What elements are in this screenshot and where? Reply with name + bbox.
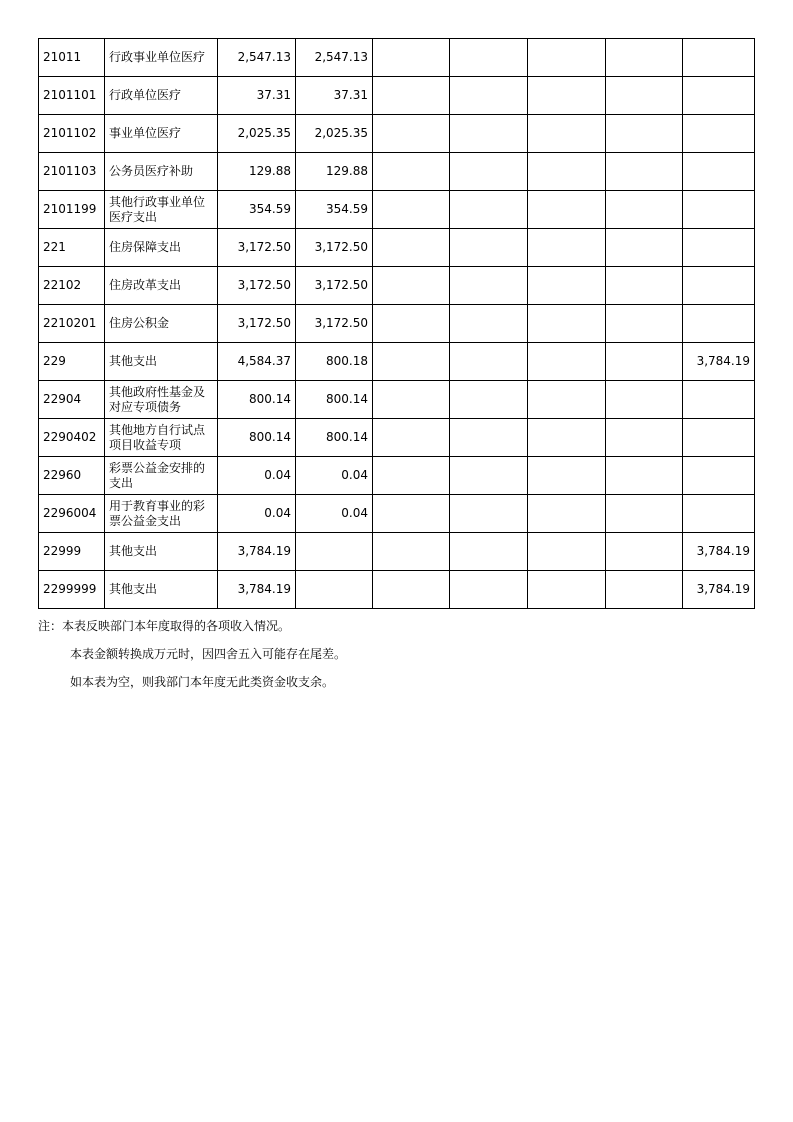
- cell-col-5: [528, 419, 606, 457]
- cell-col-4: [450, 495, 528, 533]
- table-row: [39, 571, 755, 609]
- cell-name-text: 其他支出: [109, 582, 158, 596]
- cell-col-3: [373, 77, 450, 115]
- cell-col-6: [606, 267, 683, 305]
- cell-col-2-text: 2,025.35: [314, 126, 368, 140]
- cell-total: [218, 533, 296, 571]
- cell-col-4: [450, 191, 528, 229]
- cell-name: [105, 115, 218, 153]
- cell-col-2: [296, 571, 373, 609]
- cell-col-9: [683, 457, 755, 495]
- cell-col-4: [450, 343, 528, 381]
- cell-col-6: [606, 115, 683, 153]
- cell-total: [218, 153, 296, 191]
- cell-col-3: [373, 115, 450, 153]
- cell-code-text: 2101101: [43, 88, 97, 102]
- cell-total: [218, 343, 296, 381]
- cell-code: [39, 191, 105, 229]
- cell-total-text: 800.14: [249, 392, 291, 406]
- cell-name: [105, 457, 218, 495]
- cell-total: [218, 305, 296, 343]
- cell-code: [39, 571, 105, 609]
- cell-col-9: [683, 115, 755, 153]
- cell-code: [39, 77, 105, 115]
- cell-total-text: 3,784.19: [237, 544, 291, 558]
- cell-total-text: 354.59: [249, 202, 291, 216]
- cell-col-9-text: 3,784.19: [696, 544, 750, 558]
- table-row: [39, 77, 755, 115]
- cell-code: [39, 39, 105, 77]
- cell-code-text: 2299999: [43, 582, 97, 596]
- cell-name-text: 住房改革支出: [109, 278, 182, 292]
- cell-col-2-text: 0.04: [341, 468, 368, 482]
- cell-col-6: [606, 39, 683, 77]
- cell-col-2-text: 800.14: [326, 430, 368, 444]
- cell-code: [39, 229, 105, 267]
- table-row: [39, 39, 755, 77]
- table-row: [39, 533, 755, 571]
- cell-col-6: [606, 419, 683, 457]
- cell-col-2-text: 3,172.50: [314, 240, 368, 254]
- cell-col-3: [373, 267, 450, 305]
- cell-total-text: 129.88: [249, 164, 291, 178]
- cell-col-3: [373, 153, 450, 191]
- cell-col-2: [296, 191, 373, 229]
- cell-col-5: [528, 77, 606, 115]
- cell-name-text: 其他政府性基金及对应专项债务: [109, 384, 206, 414]
- table-row: [39, 191, 755, 229]
- cell-name-text: 彩票公益金安排的支出: [109, 460, 206, 490]
- cell-code-text: 22999: [43, 544, 82, 558]
- table-row: [39, 153, 755, 191]
- cell-col-3: [373, 381, 450, 419]
- cell-col-9: [683, 495, 755, 533]
- cell-col-5: [528, 533, 606, 571]
- cell-name-text: 行政事业单位医疗: [109, 50, 206, 64]
- cell-code-text: 22102: [43, 278, 82, 292]
- cell-col-9: [683, 229, 755, 267]
- cell-col-2: [296, 77, 373, 115]
- cell-col-5: [528, 571, 606, 609]
- cell-total-text: 2,025.35: [237, 126, 291, 140]
- cell-col-9: [683, 39, 755, 77]
- cell-col-2: [296, 305, 373, 343]
- cell-col-5: [528, 457, 606, 495]
- cell-name-text: 其他支出: [109, 354, 158, 368]
- cell-col-6: [606, 381, 683, 419]
- cell-col-2-text: 354.59: [326, 202, 368, 216]
- cell-code: [39, 457, 105, 495]
- cell-col-2: [296, 381, 373, 419]
- cell-total: [218, 115, 296, 153]
- cell-col-4: [450, 419, 528, 457]
- cell-col-6: [606, 153, 683, 191]
- income-table: [38, 38, 755, 609]
- cell-total: [218, 381, 296, 419]
- cell-code: [39, 343, 105, 381]
- cell-total: [218, 39, 296, 77]
- table-row: [39, 419, 755, 457]
- cell-col-5: [528, 153, 606, 191]
- cell-col-9: [683, 191, 755, 229]
- cell-col-4: [450, 153, 528, 191]
- cell-col-2: [296, 419, 373, 457]
- cell-col-9: [683, 77, 755, 115]
- cell-total: [218, 457, 296, 495]
- cell-total-text: 3,172.50: [237, 316, 291, 330]
- cell-col-3: [373, 229, 450, 267]
- cell-code: [39, 533, 105, 571]
- cell-name: [105, 39, 218, 77]
- cell-col-2-text: 800.18: [326, 354, 368, 368]
- cell-total: [218, 419, 296, 457]
- cell-col-4: [450, 305, 528, 343]
- cell-col-6: [606, 305, 683, 343]
- table-row: [39, 267, 755, 305]
- cell-code-text: 2296004: [43, 506, 97, 520]
- cell-col-2: [296, 267, 373, 305]
- cell-name-text: 其他行政事业单位医疗支出: [109, 194, 206, 224]
- cell-name: [105, 77, 218, 115]
- cell-total: [218, 267, 296, 305]
- cell-code-text: 22960: [43, 468, 82, 482]
- cell-col-3: [373, 457, 450, 495]
- cell-col-3: [373, 305, 450, 343]
- cell-code-text: 2210201: [43, 316, 97, 330]
- cell-col-9-text: 3,784.19: [696, 354, 750, 368]
- table-row: [39, 381, 755, 419]
- cell-col-5: [528, 229, 606, 267]
- cell-col-6: [606, 229, 683, 267]
- cell-total-text: 2,547.13: [237, 50, 291, 64]
- cell-col-5: [528, 381, 606, 419]
- cell-col-2: [296, 343, 373, 381]
- cell-col-6: [606, 77, 683, 115]
- cell-code: [39, 267, 105, 305]
- cell-col-2-text: 2,547.13: [314, 50, 368, 64]
- cell-col-2-text: 37.31: [333, 88, 368, 102]
- cell-code: [39, 153, 105, 191]
- cell-total: [218, 571, 296, 609]
- cell-col-4: [450, 39, 528, 77]
- cell-col-4: [450, 457, 528, 495]
- cell-col-4: [450, 115, 528, 153]
- table-row: [39, 115, 755, 153]
- cell-col-3: [373, 343, 450, 381]
- cell-code-text: 2101103: [43, 164, 97, 178]
- notes: [38, 612, 346, 696]
- table-row: [39, 229, 755, 267]
- cell-col-3: [373, 495, 450, 533]
- cell-col-2: [296, 229, 373, 267]
- table-row: [39, 343, 755, 381]
- cell-name-text: 公务员医疗补助: [109, 164, 194, 178]
- cell-code-text: 221: [43, 240, 66, 254]
- cell-col-6: [606, 495, 683, 533]
- cell-total: [218, 229, 296, 267]
- cell-col-5: [528, 305, 606, 343]
- cell-code: [39, 381, 105, 419]
- cell-col-3: [373, 191, 450, 229]
- cell-name: [105, 267, 218, 305]
- cell-col-4: [450, 381, 528, 419]
- cell-col-4: [450, 533, 528, 571]
- cell-total-text: 0.04: [264, 468, 291, 482]
- cell-col-2: [296, 533, 373, 571]
- cell-col-6: [606, 533, 683, 571]
- cell-col-6: [606, 571, 683, 609]
- cell-code: [39, 419, 105, 457]
- cell-col-9: [683, 267, 755, 305]
- cell-col-2: [296, 115, 373, 153]
- cell-name: [105, 381, 218, 419]
- cell-total: [218, 77, 296, 115]
- cell-col-5: [528, 495, 606, 533]
- cell-col-6: [606, 191, 683, 229]
- cell-col-4: [450, 229, 528, 267]
- cell-name: [105, 495, 218, 533]
- cell-name-text: 用于教育事业的彩票公益金支出: [109, 498, 206, 528]
- cell-col-9: [683, 305, 755, 343]
- cell-col-6: [606, 457, 683, 495]
- cell-name-text: 住房保障支出: [109, 240, 182, 254]
- table-row: [39, 305, 755, 343]
- cell-name: [105, 153, 218, 191]
- cell-col-3: [373, 571, 450, 609]
- cell-col-2: [296, 457, 373, 495]
- cell-total-text: 4,584.37: [237, 354, 291, 368]
- cell-col-2: [296, 39, 373, 77]
- cell-name: [105, 305, 218, 343]
- cell-name-text: 其他支出: [109, 544, 158, 558]
- cell-total-text: 800.14: [249, 430, 291, 444]
- cell-name: [105, 533, 218, 571]
- cell-col-3: [373, 533, 450, 571]
- cell-code: [39, 305, 105, 343]
- cell-name: [105, 229, 218, 267]
- cell-name-text: 行政单位医疗: [109, 88, 182, 102]
- table-row: [39, 457, 755, 495]
- cell-col-9-text: 3,784.19: [696, 582, 750, 596]
- cell-col-2-text: 129.88: [326, 164, 368, 178]
- cell-col-5: [528, 267, 606, 305]
- cell-col-9: [683, 571, 755, 609]
- cell-total: [218, 191, 296, 229]
- cell-name: [105, 419, 218, 457]
- cell-col-2-text: 3,172.50: [314, 278, 368, 292]
- cell-name: [105, 571, 218, 609]
- cell-col-2-text: 3,172.50: [314, 316, 368, 330]
- cell-col-2: [296, 153, 373, 191]
- cell-col-2-text: 0.04: [341, 506, 368, 520]
- cell-code-text: 21011: [43, 50, 82, 64]
- cell-total-text: 3,172.50: [237, 240, 291, 254]
- cell-code-text: 2101199: [43, 202, 97, 216]
- cell-total-text: 3,784.19: [237, 582, 291, 596]
- cell-col-9: [683, 381, 755, 419]
- table-body: [39, 39, 755, 609]
- cell-name: [105, 343, 218, 381]
- cell-col-4: [450, 77, 528, 115]
- cell-col-4: [450, 267, 528, 305]
- cell-code-text: 229: [43, 354, 66, 368]
- cell-code-text: 2101102: [43, 126, 97, 140]
- cell-total-text: 37.31: [256, 88, 291, 102]
- cell-col-9: [683, 153, 755, 191]
- cell-col-9: [683, 533, 755, 571]
- cell-col-6: [606, 343, 683, 381]
- note-line-3: 如本表为空，则我部门本年度无此类资金收支余。: [70, 675, 335, 689]
- cell-col-2: [296, 495, 373, 533]
- cell-total-text: 0.04: [264, 506, 291, 520]
- cell-code: [39, 495, 105, 533]
- cell-col-5: [528, 39, 606, 77]
- cell-col-5: [528, 115, 606, 153]
- cell-col-4: [450, 571, 528, 609]
- cell-col-3: [373, 39, 450, 77]
- table-row: [39, 495, 755, 533]
- cell-name: [105, 191, 218, 229]
- cell-name-text: 其他地方自行试点项目收益专项: [109, 422, 206, 452]
- cell-code: [39, 115, 105, 153]
- cell-col-5: [528, 343, 606, 381]
- cell-name-text: 住房公积金: [109, 316, 170, 330]
- cell-code-text: 2290402: [43, 430, 97, 444]
- cell-col-9: [683, 419, 755, 457]
- cell-name-text: 事业单位医疗: [109, 126, 182, 140]
- cell-code-text: 22904: [43, 392, 82, 406]
- note-line-2: 本表金额转换成万元时，因四舍五入可能存在尾差。: [70, 647, 347, 661]
- note-line-1: 注：本表反映部门本年度取得的各项收入情况。: [38, 619, 291, 633]
- cell-total-text: 3,172.50: [237, 278, 291, 292]
- cell-col-2-text: 800.14: [326, 392, 368, 406]
- cell-total: [218, 495, 296, 533]
- cell-col-9: [683, 343, 755, 381]
- cell-col-5: [528, 191, 606, 229]
- cell-col-3: [373, 419, 450, 457]
